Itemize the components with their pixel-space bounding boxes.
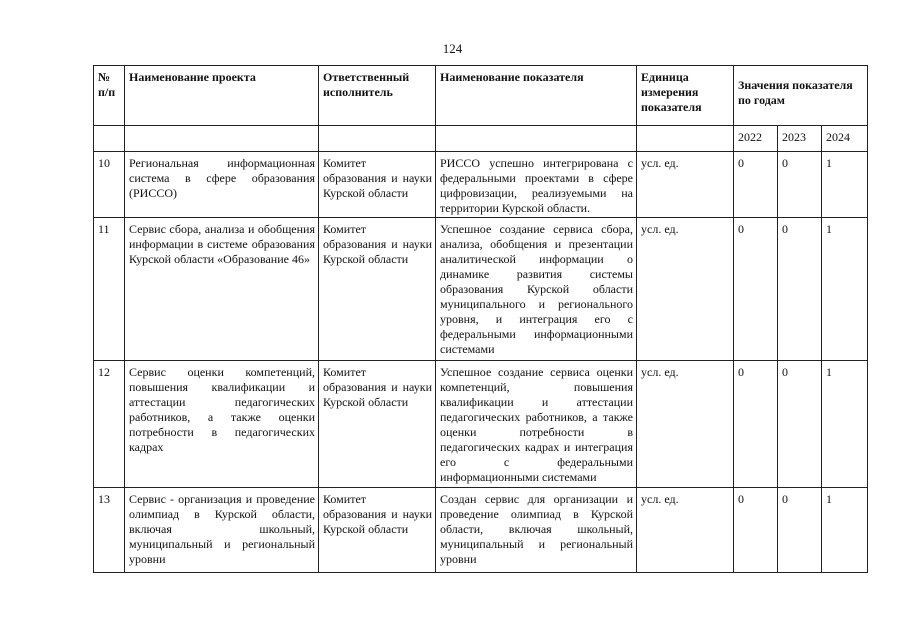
row-indicator: Создан сервис для организации и проведение олимпиад в Курской области, включая школьный, муниципальный и региональный уровни bbox=[436, 488, 637, 573]
header-values: Значения показателя по годам bbox=[734, 66, 868, 126]
row-value-2023: 0 bbox=[778, 361, 822, 488]
row-value-2024: 1 bbox=[822, 361, 868, 488]
row-value-2024: 1 bbox=[822, 488, 868, 573]
row-value-2024: 1 bbox=[822, 218, 868, 361]
year-2024: 2024 bbox=[822, 126, 868, 152]
row-num: 11 bbox=[94, 218, 125, 361]
row-value-2022: 0 bbox=[734, 488, 778, 573]
year-2022: 2022 bbox=[734, 126, 778, 152]
table-row bbox=[94, 488, 868, 573]
row-project: Сервис - организация и проведение олимпиад в Курской области, включая школьный, муниципальный и региональный уровни bbox=[125, 488, 319, 573]
row-unit: усл. ед. bbox=[637, 361, 734, 488]
row-value-2023: 0 bbox=[778, 488, 822, 573]
header-row bbox=[94, 66, 868, 126]
row-project: Сервис сбора, анализа и обобщения информации в системе образования Курской области «Образование 46» bbox=[125, 218, 319, 361]
row-num: 10 bbox=[94, 152, 125, 218]
row-executor: Комитет образования и науки Курской области bbox=[319, 361, 436, 488]
header-unit: Единица измерения показателя bbox=[637, 66, 734, 126]
row-project: Сервис оценки компетенций, повышения квалификации и аттестации педагогических работников, а также оценки потребности в педагогических кадрах bbox=[125, 361, 319, 488]
row-value-2022: 0 bbox=[734, 152, 778, 218]
header-project: Наименование проекта bbox=[125, 66, 319, 126]
year-row bbox=[94, 126, 868, 152]
row-executor: Комитет образования и науки Курской области bbox=[319, 152, 436, 218]
row-unit: усл. ед. bbox=[637, 488, 734, 573]
row-indicator: РИССО успешно интегрирована с федеральными проектами в сфере цифровизации, реализуемыми на территории Курской области. bbox=[436, 152, 637, 218]
header-executor: Ответственный исполнитель bbox=[319, 66, 436, 126]
indicators-table bbox=[93, 65, 868, 573]
year-2023: 2023 bbox=[778, 126, 822, 152]
row-project: Региональная информационная система в сфере образования (РИССО) bbox=[125, 152, 319, 218]
row-executor: Комитет образования и науки Курской области bbox=[319, 488, 436, 573]
table-row bbox=[94, 218, 868, 361]
table-row bbox=[94, 152, 868, 218]
row-indicator: Успешное создание сервиса сбора, анализа, обобщения и презентации аналитической информации о динамике развития системы образования Курской области муниципального и регионального уровня, и интеграция его с федеральными информационными системами bbox=[436, 218, 637, 361]
row-indicator: Успешное создание сервиса оценки компетенций, повышения квалификации и аттестации педагогических работников, а также оценки потребности в педагогических кадрах и интеграция его с федеральными информационными системами bbox=[436, 361, 637, 488]
row-value-2024: 1 bbox=[822, 152, 868, 218]
row-executor: Комитет образования и науки Курской области bbox=[319, 218, 436, 361]
row-num: 13 bbox=[94, 488, 125, 573]
header-indicator: Наименование показателя bbox=[436, 66, 637, 126]
row-num: 12 bbox=[94, 361, 125, 488]
row-value-2022: 0 bbox=[734, 218, 778, 361]
row-unit: усл. ед. bbox=[637, 218, 734, 361]
table-row bbox=[94, 361, 868, 488]
page-number: 124 bbox=[442, 41, 463, 56]
row-value-2022: 0 bbox=[734, 361, 778, 488]
row-value-2023: 0 bbox=[778, 218, 822, 361]
row-value-2023: 0 bbox=[778, 152, 822, 218]
row-unit: усл. ед. bbox=[637, 152, 734, 218]
header-num: № п/п bbox=[94, 66, 125, 126]
